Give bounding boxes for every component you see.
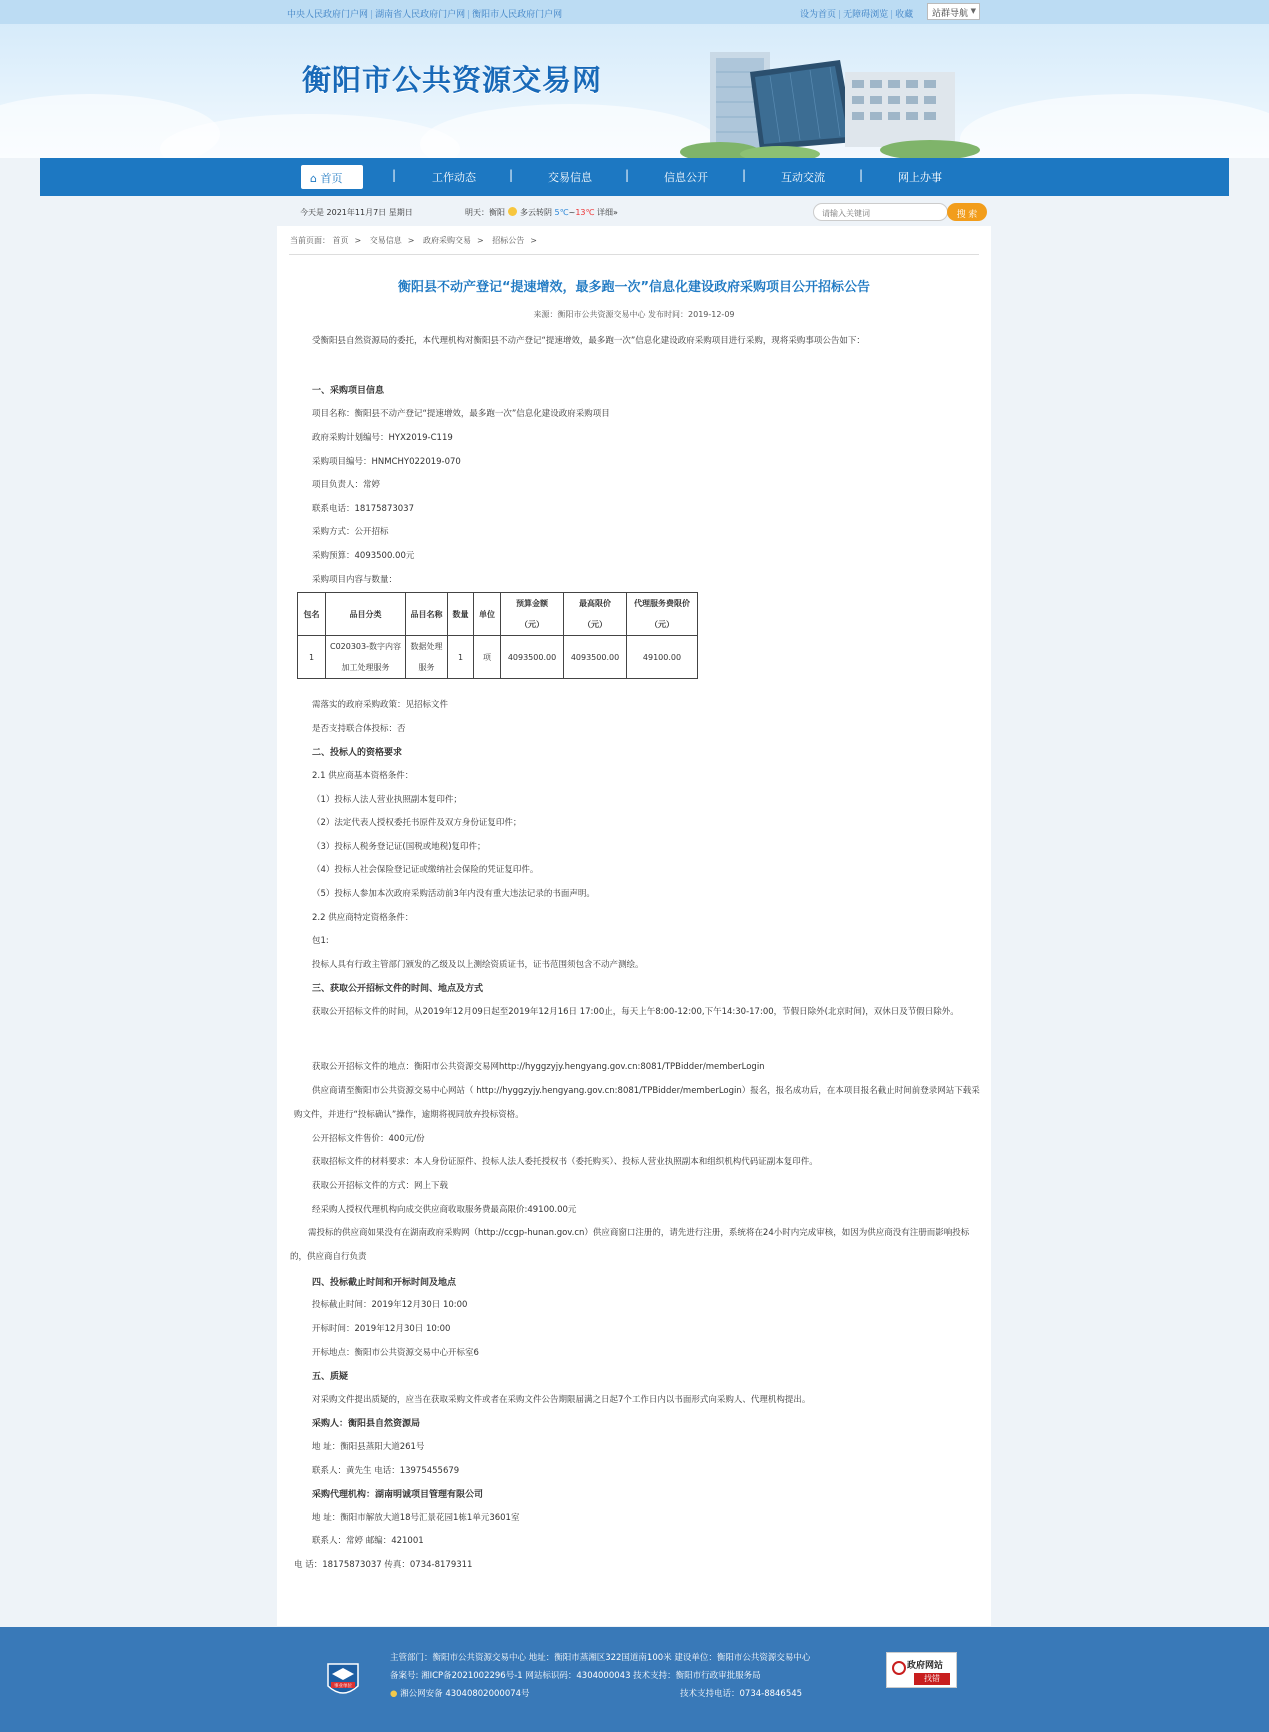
breadcrumb-arrow: > [354,236,362,245]
nav-interaction[interactable]: 互动交流 [781,171,825,184]
set-homepage-link[interactable]: 设为首页 [800,10,837,20]
supplier-registration-paragraph: 需投标的供应商如果没有在湖南政府采购网（http://ccgp-hunan.gov.cn）供应商窗口注册的，请先进行注册，系统将在24小时内完成审核，如因为供应商没有注册而影响投标的，供应商自行负责 [290,1228,970,1262]
table-cell: C020303-数字内容 [329,642,401,651]
cloud-decoration [960,94,1269,158]
table-cell-name [406,636,448,679]
building-illustration [680,32,980,158]
footer [0,1627,1269,1732]
table-header-fee [627,593,698,636]
table-header: 品目分类 [326,593,406,636]
table-header: 数量 [448,593,474,636]
breadcrumb-prefix: 当前页面： [290,236,330,245]
table-cell: 加工处理服务 [341,663,390,672]
emblem-label: 事业单位 [334,1684,352,1689]
home-icon: ⌂ [310,172,317,185]
nav-separator: | [509,168,514,182]
opening-time-line: 开标时间：2019年12月30日 10:00 [312,1324,451,1334]
current-date: 今天是 2021年11月7日 星期日 [300,208,413,217]
procurement-method: 采购方式：公开招标 [312,527,389,537]
qualification-line: 2.1 供应商基本资格条件： [312,771,414,781]
nav-trade-info[interactable]: 交易信息 [548,171,592,184]
accessibility-link[interactable]: 无障碍浏览 [843,10,889,20]
link-separator: | [467,10,471,20]
badge-label: 找错 [914,1673,950,1685]
policy-line: 需落实的政府采购政策：见招标文件 [312,700,449,710]
bookmark-link[interactable]: 收藏 [895,10,914,20]
purchaser-address: 地 址：衡阳县蒸阳大道261号 [312,1442,425,1452]
table-header-row [298,593,698,636]
project-name: 项目名称：衡阳县不动产登记“提速增效，最多跑一次”信息化建设政府采购项目 [312,409,610,419]
sun-icon [508,207,517,216]
plan-number: 政府采购计划编号：HYX2019-C119 [312,433,453,443]
table-header-budget [501,593,564,636]
breadcrumb-trade-info[interactable]: 交易信息 [369,236,402,245]
nav-home-label: 首页 [320,172,343,185]
table-cell: 数据处理 [410,642,443,651]
agency-contact: 联系人：常婷 邮编：421001 [312,1536,424,1546]
breadcrumb-gov-procurement[interactable]: 政府采购交易 [423,236,472,245]
weather-desc: 多云转阴 [520,208,552,217]
challenge-line: 对采购文件提出质疑的，应当在获取采购文件或者在采购文件公告期限届满之日起7个工作日内以书面形式向采购人、代理机构提出。 [312,1395,811,1405]
agency-heading: 采购代理机构：湖南明诚项目管理有限公司 [312,1490,484,1500]
public-institution-emblem [326,1660,360,1700]
agency-phone-fax: 电 话：18175873037 传真：0734-8179311 [294,1560,473,1570]
table-header: 品目名称 [406,593,448,636]
search-button[interactable]: 搜 索 [947,203,987,221]
bid-deadline-line: 投标截止时间：2019年12月30日 10:00 [312,1300,468,1310]
utility-links [800,7,913,20]
project-number: 采购项目编号：HNMCHY022019-070 [312,457,461,467]
qualification-line: 投标人具有行政主管部门颁发的乙级及以上测绘资质证书，证书范围须包含不动产测绘。 [312,960,644,970]
breadcrumb-tender-notice[interactable]: 招标公告 [492,236,525,245]
table-header: 代理服务费限价 [634,599,690,608]
gov-site-error-report-badge[interactable] [886,1652,957,1688]
footer-support-phone: 技术支持电话：0734-8846545 [680,1689,803,1699]
qualification-line: 2.2 供应商特定资格条件： [312,913,414,923]
link-hengyang-gov[interactable]: 衡阳市人民政府门户网 [472,10,563,20]
consortium-line: 是否支持联合体投标：否 [312,724,406,734]
table-header-max [564,593,627,636]
purchaser-contact: 联系人：黄先生 电话：13975455679 [312,1466,460,1476]
magnifier-icon [892,1661,906,1675]
link-separator: | [890,10,894,20]
doc-method-line: 获取公开招标文件的方式：网上下载 [312,1181,449,1191]
table-row [298,636,698,679]
footer-security-label: 湘公网安备 43040802000074号 [400,1689,530,1699]
police-badge-icon: ● [390,1689,398,1699]
table-cell: 1 [448,636,474,679]
breadcrumb-arrow: > [407,236,415,245]
gov-links [287,7,562,20]
weather-location: 明天：衡阳 [465,208,505,217]
table-cell: 4093500.00 [564,636,627,679]
temp-separator: ~ [568,208,576,217]
opening-location-line: 开标地点：衡阳市公共资源交易中心开标室6 [312,1348,479,1358]
service-fee-line: 经采购人授权代理机构向成交供应商收取服务费最高限价:49100.00元 [312,1205,577,1215]
table-header: 单位 [474,593,501,636]
main-nav [40,158,1229,196]
qualification-line: （1）投标人法人营业执照副本复印件； [312,795,462,805]
weather-widget [465,207,618,218]
table-cell-category [326,636,406,679]
nav-home[interactable] [301,165,363,189]
nav-separator: | [859,168,864,182]
qualification-line: （3）投标人税务登记证(国税或地税)复印件； [312,842,486,852]
link-central-gov[interactable]: 中央人民政府门户网 [287,10,369,20]
qualification-line: （5）投标人参加本次政府采购活动前3年内没有重大违法记录的书面声明。 [312,889,595,899]
agency-address: 地 址：衡阳市解放大道18号汇景花园1栋1单元3601室 [312,1513,520,1523]
footer-security[interactable] [390,1687,530,1699]
breadcrumb-home[interactable]: 首页 [332,236,349,245]
link-hunan-gov[interactable]: 湖南省人民政府门户网 [375,10,466,20]
temp-high: 13℃ [575,208,595,217]
table-cell: 服务 [418,663,435,672]
intro-paragraph: 受衡阳县自然资源局的委托，本代理机构对衡阳县不动产登记“提速增效，最多跑一次”信息化建设政府采购项目进行采购，现将采购事项公告如下： [312,336,865,346]
table-cell: 49100.00 [627,636,698,679]
qualification-line: （4）投标人社会保险登记证或缴纳社会保险的凭证复印件。 [312,865,539,875]
table-header-unit: （元） [583,620,607,629]
link-separator: | [370,10,374,20]
contact-phone: 联系电话：18175873037 [312,504,414,514]
section-heading-2: 二、投标人的资格要求 [312,748,403,758]
procurement-budget: 采购预算：4093500.00元 [312,551,415,561]
info-bar [277,200,991,224]
procurement-table [297,592,698,679]
breadcrumb-arrow: > [477,236,484,245]
footer-line-2: 备案号: 湘ICP备2021002296号-1 网站标识码：4304000043 技术支持：衡阳市行政审批服务局 [390,1671,761,1681]
divider [289,254,979,255]
site-title: 衡阳市公共资源交易网 [302,63,603,97]
procurement-content-label: 采购项目内容与数量： [312,575,398,585]
table-cell: 1 [298,636,326,679]
nav-separator: | [392,168,397,182]
link-separator: | [838,10,842,20]
article-panel [277,226,991,1626]
search-input[interactable] [813,203,948,221]
breadcrumb-arrow: > [530,236,537,245]
table-header-unit: （元） [650,620,674,629]
breadcrumb [290,235,543,246]
nav-separator: | [742,168,747,182]
site-group-nav-select[interactable] [927,3,980,20]
section-heading-1: 一、采购项目信息 [312,386,385,396]
footer-line-1: 主管部门：衡阳市公共资源交易中心 地址：衡阳市蒸湘区322国道南100米 建设单位：衡阳市公共资源交易中心 [390,1653,811,1663]
qualification-line: 包1: [312,936,329,946]
registration-paragraph: 供应商请至衡阳市公共资源交易中心网站（ http://hyggzyjy.hengyang.gov.cn:8081/TPBidder/memberLogin）报名，报名成功后，在本项目报名截止时间前登录网站下载采购文件，并进行“投标确认”操作，逾期将视同放弃投标资格。 [294,1086,980,1120]
badge-title: 政府网站 [907,1661,944,1671]
doc-price-line: 公开招标文件售价：400元/份 [312,1134,425,1144]
qualification-line: （2）法定代表人授权委托书原件及双方身份证复印件； [312,818,522,828]
table-header: 包名 [298,593,326,636]
doc-materials-line: 获取招标文件的材料要求：本人身份证原件、投标人法人委托授权书（委托购买）、投标人营业执照副本和组织机构代码证副本复印件。 [312,1157,818,1167]
section-heading-4: 四、投标截止时间和开标时间及地点 [312,1278,457,1288]
weather-detail-link[interactable]: 详细» [597,208,618,217]
nav-work-news[interactable]: 工作动态 [432,171,476,184]
nav-info-public[interactable]: 信息公开 [664,171,708,184]
section-heading-5: 五、质疑 [312,1372,349,1382]
chevron-down-icon: ▼ [970,7,976,15]
article-title: 衡阳县不动产登记“提速增效，最多跑一次”信息化建设政府采购项目公开招标公告 [397,280,871,295]
table-header: 最高限价 [579,599,611,608]
table-cell: 项 [474,636,501,679]
article-meta: 来源：衡阳市公共资源交易中心 发布时间：2019-12-09 [533,310,735,319]
temp-low: 5℃ [554,208,569,217]
purchaser-heading: 采购人：衡阳县自然资源局 [312,1419,421,1429]
table-cell: 4093500.00 [501,636,564,679]
cloud-decoration [420,104,720,158]
table-header: 预算金额 [516,599,548,608]
site-group-nav-label: 站群导航 [932,9,969,19]
doc-time-paragraph: 获取公开招标文件的时间，从2019年12月09日起至2019年12月16日 17:00止，每天上午8:00-12:00,下午14:30-17:00，节假日除外(北京时间)，双休日及节假日除外。 [312,1007,959,1017]
section-heading-3: 三、获取公开招标文件的时间、地点及方式 [312,984,484,994]
doc-location-line: 获取公开招标文件的地点：衡阳市公共资源交易网http://hyggzyjy.hengyang.gov.cn:8081/TPBidder/memberLogin [312,1062,765,1072]
header-banner [0,24,1269,158]
table-header-unit: （元） [520,620,544,629]
nav-online-service[interactable]: 网上办事 [898,171,942,184]
top-bar [0,0,1269,24]
nav-separator: | [625,168,630,182]
project-manager: 项目负责人：常婷 [312,480,381,490]
